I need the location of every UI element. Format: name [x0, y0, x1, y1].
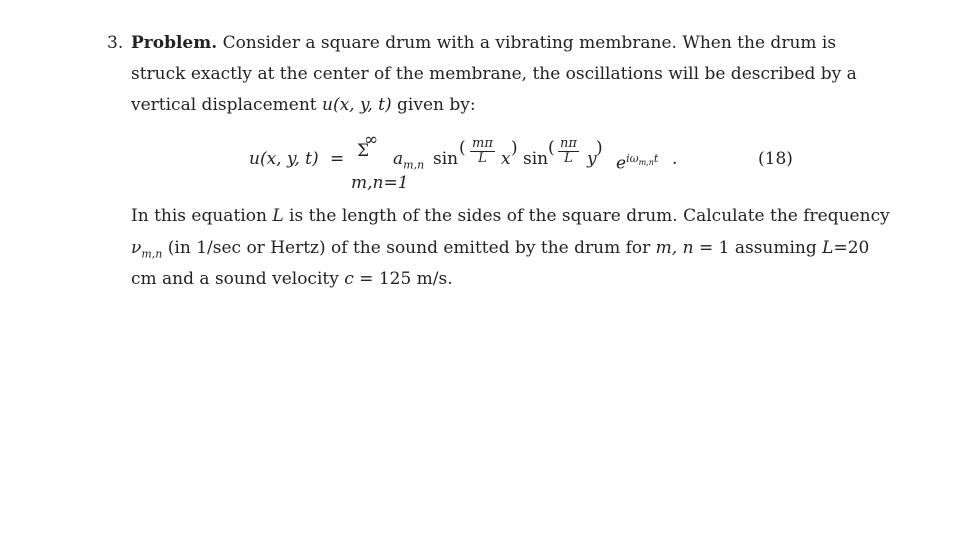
after-line-3-b: = 125 m/s.	[359, 269, 453, 289]
symbol-nu-subscript: m,n	[141, 247, 163, 261]
fraction-2-denominator: L	[564, 151, 573, 166]
after-line-3-a: cm and a sound velocity	[131, 269, 339, 289]
sum-upper-limit: ∞	[364, 130, 379, 150]
equation-period: .	[672, 149, 678, 169]
problem-line-2: struck exactly at the center of the membrane, the oscillations will be described by a	[131, 64, 857, 84]
symbol-c: c	[344, 269, 354, 289]
problem-line-3-text: vertical displacement	[131, 95, 317, 115]
symbol-L: L	[272, 206, 284, 226]
variable-y: y	[587, 149, 597, 169]
symbol-nu: ν	[131, 238, 142, 258]
exp-base: e	[616, 153, 627, 174]
sum-symbol: Σ	[357, 141, 370, 161]
sin-1: sin	[433, 149, 459, 169]
problem-line-3-end: given by:	[397, 95, 476, 115]
symbol-L-2: L	[822, 238, 834, 258]
paren-open-2: (	[548, 138, 555, 158]
coefficient: a	[393, 149, 404, 169]
paren-close-1: )	[511, 138, 518, 158]
fraction-2-numerator: nπ	[560, 136, 577, 151]
equation-equals: =	[330, 149, 345, 169]
sum-lower-limit: m,n=1	[351, 173, 409, 193]
fraction-2	[558, 137, 579, 166]
symbol-mn: m, n	[655, 238, 694, 258]
paren-open-1: (	[459, 138, 466, 158]
after-line-2-c: =20	[833, 238, 870, 258]
after-line-3	[131, 269, 791, 289]
after-line-1-a: In this equation	[131, 206, 267, 226]
after-line-2-a: (in 1/sec or Hertz) of the sound emitted by the drum for	[167, 238, 651, 258]
paren-close-2: )	[596, 138, 603, 158]
sin-2: sin	[523, 149, 549, 169]
exp-omega: iω	[626, 152, 639, 165]
after-line-1	[131, 206, 890, 226]
problem-heading: Problem.	[131, 33, 218, 53]
equation-number: (18)	[758, 149, 793, 169]
after-line-2-b: = 1 assuming	[698, 238, 817, 258]
equation	[0, 130, 960, 193]
exp-omega-subscript: m,n	[638, 158, 654, 168]
displacement-symbol: u(x, y, t)	[322, 95, 392, 115]
exp-t: t	[653, 152, 659, 165]
problem-line-3	[131, 95, 791, 115]
problem-line-1-text: Consider a square drum with a vibrating membrane. When the drum is	[222, 33, 837, 53]
after-line-2	[131, 238, 870, 264]
after-line-1-b: is the length of the sides of the square drum. Calculate the frequency	[289, 206, 890, 226]
problem-number: 3.	[107, 33, 124, 53]
equation-lhs: u(x, y, t)	[249, 149, 319, 169]
coefficient-subscript: m,n	[403, 158, 425, 172]
fraction-1	[470, 137, 495, 166]
problem-line-1	[131, 33, 837, 53]
variable-x: x	[501, 149, 511, 169]
fraction-1-denominator: L	[478, 151, 487, 166]
fraction-1-numerator: mπ	[472, 136, 493, 151]
